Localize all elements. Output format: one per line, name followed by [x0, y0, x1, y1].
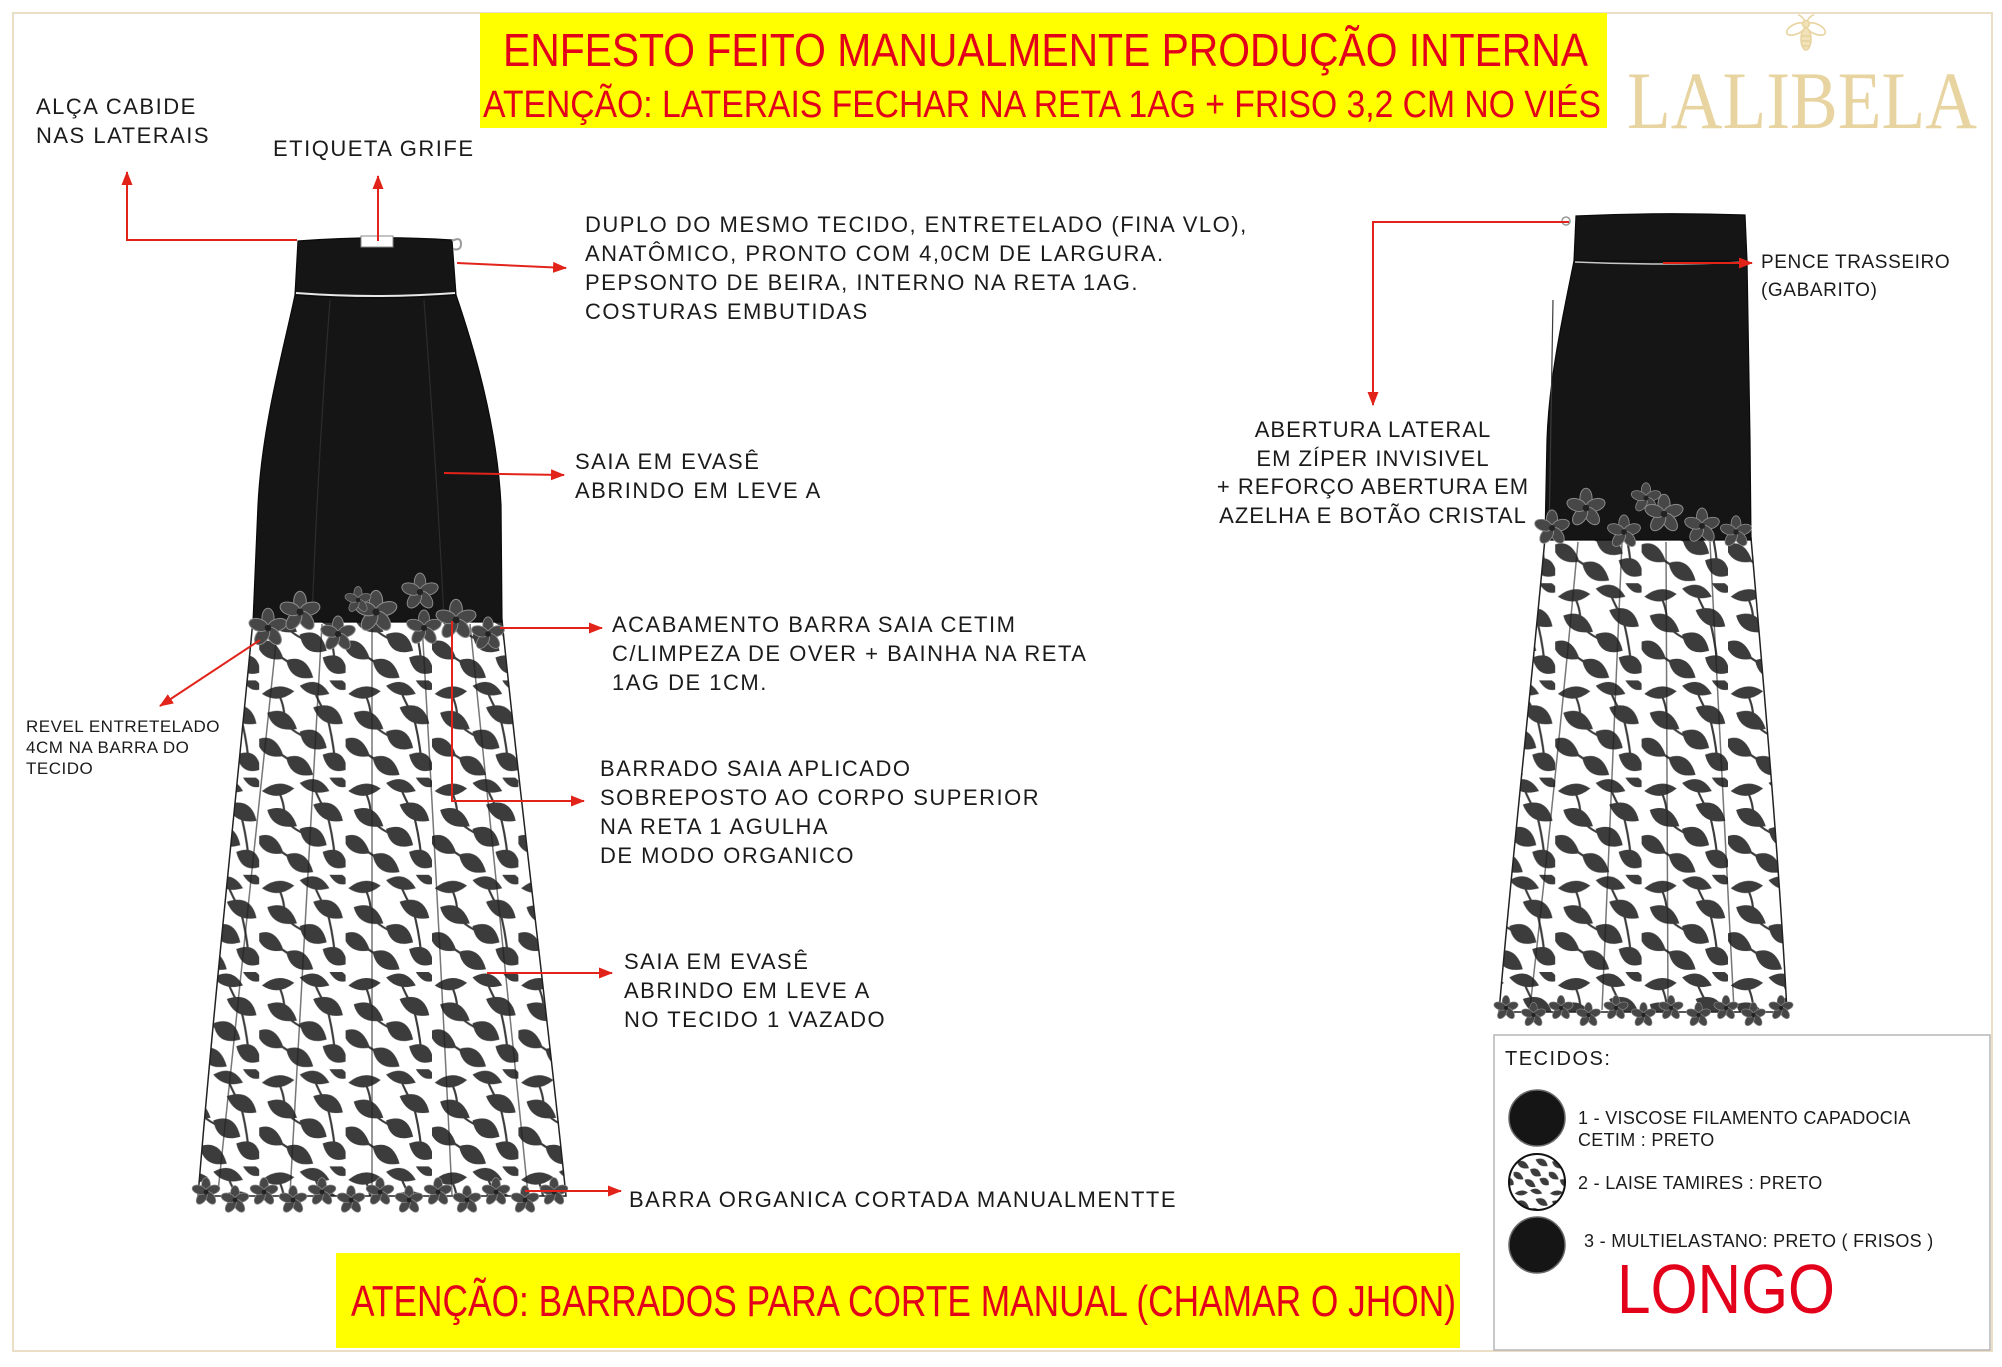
note-cos: DUPLO DO MESMO TECIDO, ENTRETELADO (FINA VLO), ANATÔMICO, PRONTO COM 4,0CM DE LARGURA. PEPSONTO DE BEIRA, INTERNO NA RETA 1AG. COSTURAS EMBUTIDAS	[585, 212, 1248, 324]
note-barra-organica: BARRA ORGANICA CORTADA MANUALMENTTE	[629, 1187, 1177, 1212]
note-saia-inferior: SAIA EM EVASÊ ABRINDO EM LEVE A NO TECIDO 1 VAZADO	[624, 949, 887, 1032]
arrow-abertura	[1373, 222, 1569, 405]
brand-name: LALIBELA	[1627, 55, 1977, 146]
note-pence: PENCE TRASSEIRO (GABARITO)	[1761, 252, 1951, 301]
back-waistband	[1574, 214, 1747, 261]
brand-logo	[1627, 15, 1977, 146]
note-revel: REVEL ENTRETELADO 4CM NA BARRA DO TECIDO	[26, 717, 220, 778]
bee-icon	[1785, 15, 1827, 50]
note-etiqueta: ETIQUETA GRIFE	[273, 136, 475, 161]
arrow-alca-cabide	[127, 172, 297, 240]
back-lace-hem-panel	[1499, 538, 1787, 1012]
fabric-item-2-label: 2 - LAISE TAMIRES : PRETO	[1578, 1173, 1823, 1193]
solid-fabric-swatch-icon	[1509, 1090, 1565, 1146]
header-subtitle: ATENÇÃO: LATERAIS FECHAR NA RETA 1AG + FRISO 3,2 CM NO VIÉS	[483, 84, 1745, 126]
footer-note: ATENÇÃO: BARRADOS PARA CORTE MANUAL (CHAMAR O JHON)	[351, 1277, 1729, 1326]
note-acabamento: ACABAMENTO BARRA SAIA CETIM C/LIMPEZA DE OVER + BAINHA NA RETA 1AG DE 1CM.	[612, 612, 1088, 695]
fabric-item-1-label: 1 - VISCOSE FILAMENTO CAPADOCIA CETIM : PRETO	[1578, 1108, 1911, 1150]
footer-banner	[336, 1253, 1729, 1348]
note-alca-cabide: ALÇA CABIDE NAS LATERAIS	[36, 94, 211, 148]
fabrics-title: TECIDOS:	[1505, 1048, 1612, 1070]
lace-fabric-swatch-icon	[1509, 1154, 1565, 1210]
fabric-item-3-label: 3 - MULTIELASTANO: PRETO ( FRISOS )	[1584, 1231, 1934, 1251]
header-title: ENFESTO FEITO MANUALMENTE PRODUÇÃO INTERNA	[503, 24, 1589, 76]
front-skirt-body	[253, 295, 502, 622]
back-skirt-drawing	[1493, 214, 1794, 1028]
note-saia-superior: SAIA EM EVASÊ ABRINDO EM LEVE A	[575, 449, 822, 503]
length-label: LONGO	[1617, 1250, 1835, 1328]
note-abertura: ABERTURA LATERAL EM ZÍPER INVISIVEL + REFORÇO ABERTURA EM AZELHA E BOTÃO CRISTAL	[1216, 417, 1530, 528]
note-barrado: BARRADO SAIA APLICADO SOBREPOSTO AO CORPO SUPERIOR NA RETA 1 AGULHA DE MODO ORGANICO	[600, 756, 1041, 868]
front-skirt-drawing	[191, 236, 569, 1214]
header-banner	[480, 13, 1745, 128]
hanger-loop-right	[452, 239, 461, 249]
solid-fabric-swatch-icon	[1509, 1217, 1565, 1273]
front-lace-hem-panel	[198, 620, 566, 1196]
arrow-cos	[457, 263, 566, 268]
